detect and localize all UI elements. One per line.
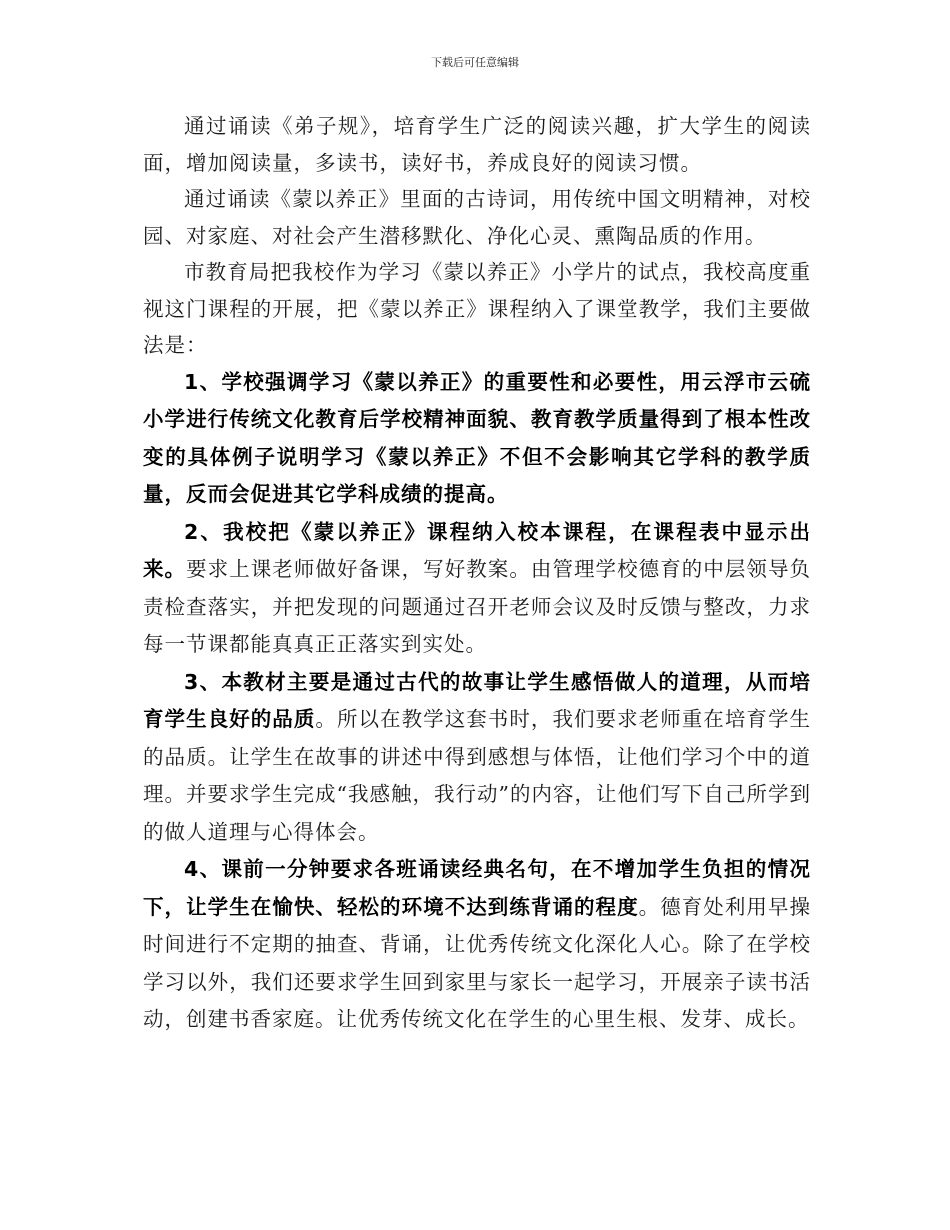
paragraph-3 [143, 254, 811, 364]
document-body [143, 108, 811, 1039]
paragraph-6-bold: 3、本教材主要是通过古代的故事让学生感悟做人的道理，从而培育学生良好的品质 [143, 669, 811, 731]
paragraph-3-text: 市教育局把我校作为学习《蒙以养正》小学片的试点，我校高度重视这门课程的开展，把《蒙以养正》课程纳入了课堂教学，我们主要做法是： [143, 260, 811, 357]
paragraph-2 [143, 181, 811, 254]
paragraph-4-bold: 1、学校强调学习《蒙以养正》的重要性和必要性，用云浮市云硫小学进行传统文化教育后学校精神面貌、教育教学质量得到了根本性改变的具体例子说明学习《蒙以养正》不但不会影响其它学科的教学质量，反而会促进其它学科成绩的提高。 [143, 369, 811, 506]
paragraph-6-text: 。所以在教学这套书时，我们要求老师重在培育学生的品质。让学生在故事的讲述中得到感想与体悟，让他们学习个中的道理。并要求学生完成“我感触，我行动”的内容，让他们写下自己所学到的做人道理与心得体会。 [143, 707, 812, 844]
paragraph-7 [143, 851, 811, 1039]
paragraph-7-text: 。德育处利用早操时间进行不定期的抽查、背诵，让优秀传统文化深化人心。除了在学校学习以外，我们还要求学生回到家里与家长一起学习，开展亲子读书活动，创建书香家庭。让优秀传统文化在学生的心里生根、发芽、成长。 [143, 894, 812, 1031]
paragraph-6 [143, 664, 811, 852]
paragraph-2-text: 通过诵读《蒙以养正》里面的古诗词，用传统中国文明精神，对校园、对家庭、对社会产生潜移默化、净化心灵、熏陶品质的作用。 [143, 187, 811, 248]
paragraph-7-bold: 4、课前一分钟要求各班诵读经典名句，在不增加学生负担的情况下，让学生在愉快、轻松的环境不达到练背诵的程度 [143, 857, 811, 919]
paragraph-1-text: 通过诵读《弟子规》，培育学生广泛的阅读兴趣，扩大学生的阅读面，增加阅读量，多读书，读好书，养成良好的阅读习惯。 [143, 114, 811, 175]
paragraph-4 [143, 364, 811, 514]
paragraph-5-text: 要求上课老师做好备课，写好教案。由管理学校德育的中层领导负责检查落实，并把发现的问题通过召开老师会议及时反馈与整改，力求每一节课都能真真正正落实到实处。 [143, 557, 812, 656]
page-header-note: 下载后可任意编辑 [431, 56, 519, 69]
paragraph-1 [143, 108, 811, 181]
paragraph-5-bold: 2、我校把《蒙以养正》课程纳入校本课程，在课程表中显示出来。 [143, 519, 811, 581]
paragraph-5 [143, 514, 811, 664]
